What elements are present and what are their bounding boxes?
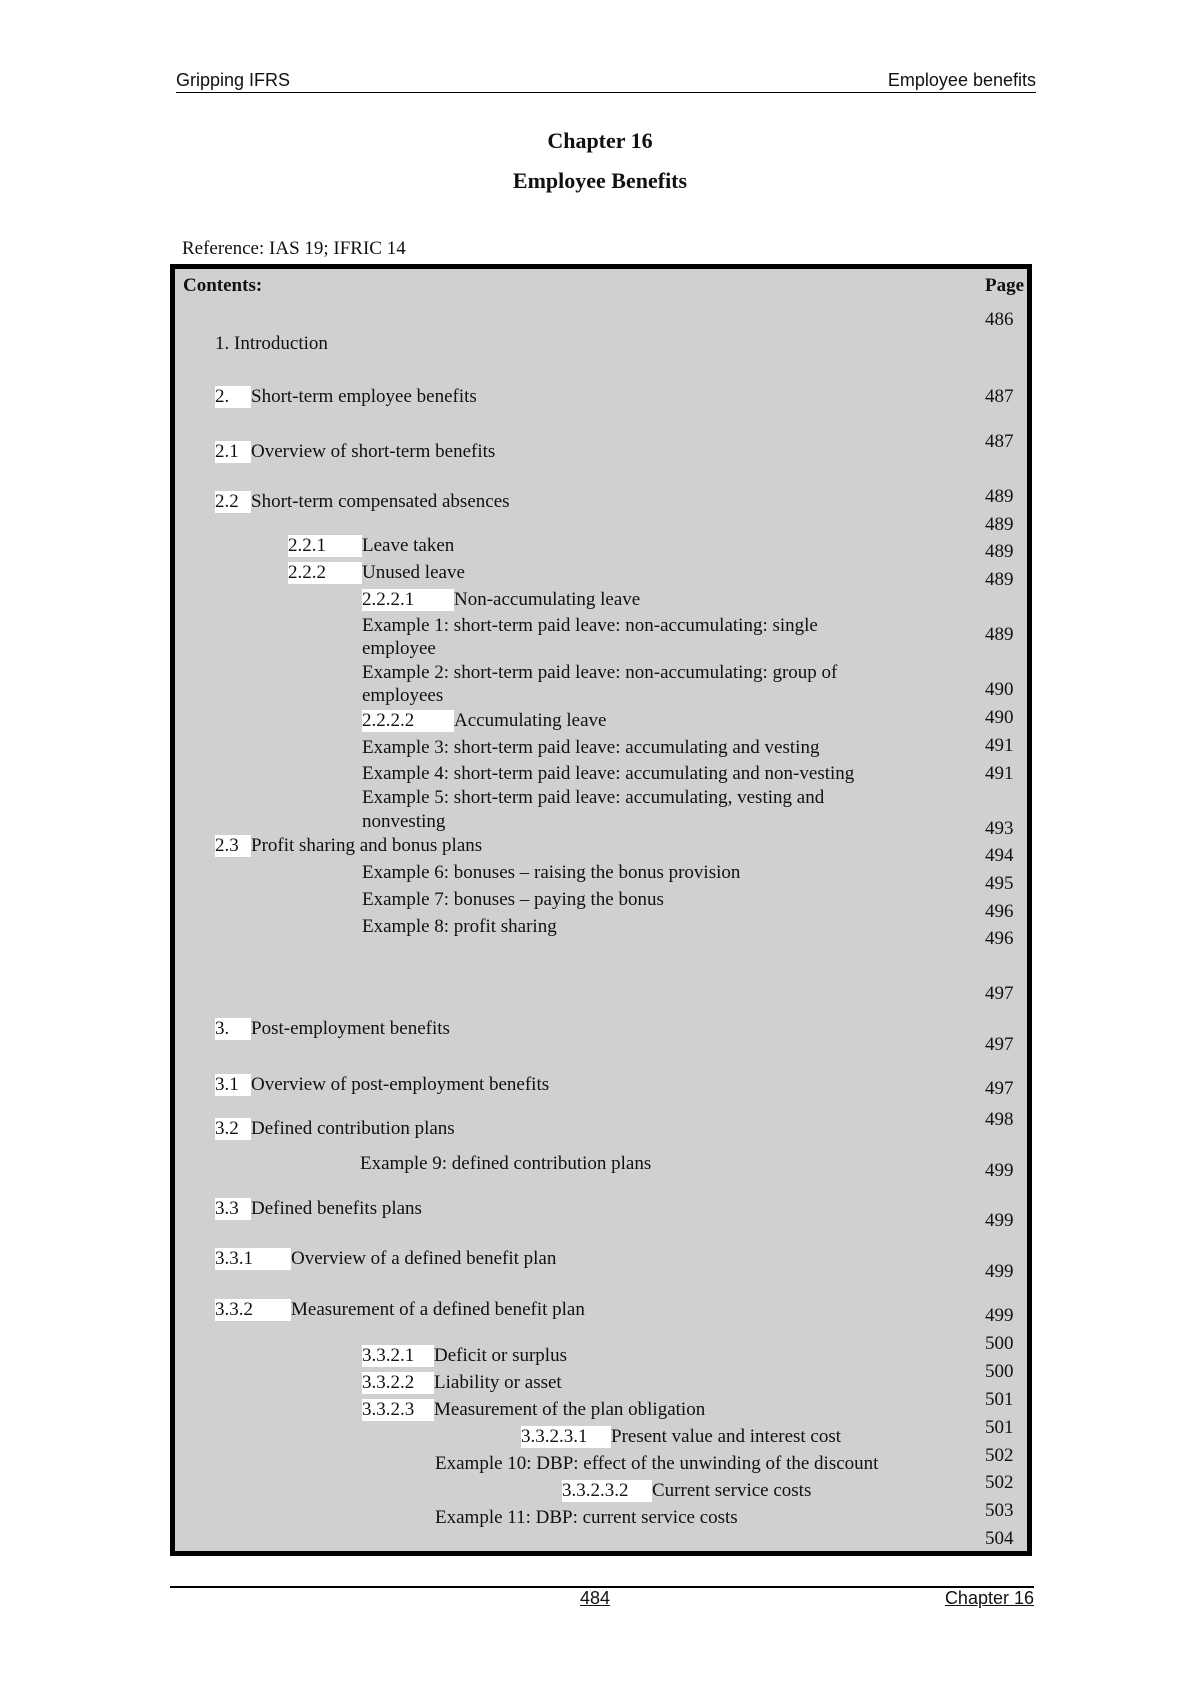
entry-number: 3.1 bbox=[215, 1074, 251, 1096]
entry-number: 3.3.2.2 bbox=[362, 1372, 434, 1394]
toc-entry bbox=[215, 1198, 422, 1220]
page-number: 497 bbox=[985, 1078, 1014, 1099]
toc-entry: employees bbox=[362, 685, 444, 706]
toc-entry bbox=[215, 491, 510, 513]
reference-line: Reference: IAS 19; IFRIC 14 bbox=[182, 238, 406, 259]
page-number: 500 bbox=[985, 1361, 1014, 1382]
entry-title: Leave taken bbox=[362, 535, 455, 556]
page-number: 500 bbox=[985, 1333, 1014, 1354]
toc-entry: Example 11: DBP: current service costs bbox=[435, 1507, 738, 1528]
page-number: 499 bbox=[985, 1305, 1014, 1326]
entry-number: 3.3.1 bbox=[215, 1248, 291, 1270]
toc-entry: Example 1: short-term paid leave: non-accumulating: single bbox=[362, 615, 818, 636]
chapter-number: Chapter 16 bbox=[547, 128, 653, 153]
page-number: 498 bbox=[985, 1109, 1014, 1130]
page-number: 502 bbox=[985, 1445, 1014, 1466]
toc-entry bbox=[521, 1426, 841, 1448]
toc-entry bbox=[362, 710, 606, 732]
page-number: 501 bbox=[985, 1417, 1014, 1438]
entry-title: Unused leave bbox=[362, 562, 465, 583]
header-book-title: Gripping IFRS bbox=[176, 70, 291, 90]
entry-title: Post-employment benefits bbox=[251, 1018, 450, 1039]
entry-number: 2.3 bbox=[215, 835, 251, 857]
page-number: 491 bbox=[985, 763, 1014, 784]
toc-entry: Example 6: bonuses – raising the bonus provision bbox=[362, 862, 741, 883]
toc-entry bbox=[215, 1299, 585, 1321]
page-number: 495 bbox=[985, 873, 1014, 894]
toc-entry: nonvesting bbox=[362, 811, 446, 832]
entry-title: Defined benefits plans bbox=[251, 1198, 422, 1219]
entry-number: 3.3.2.1 bbox=[362, 1345, 434, 1367]
toc-entry: Example 8: profit sharing bbox=[362, 916, 557, 937]
entry-number: 2.2.2 bbox=[288, 562, 362, 584]
footer-chapter: Chapter 16 bbox=[944, 1588, 1034, 1608]
toc-entry: 1. Introduction bbox=[215, 333, 328, 354]
contents-label: Contents: bbox=[183, 275, 263, 296]
entry-title: Current service costs bbox=[652, 1480, 812, 1501]
entry-title: Short-term employee benefits bbox=[251, 386, 477, 407]
entry-title: Non-accumulating leave bbox=[454, 589, 641, 610]
toc-entry bbox=[362, 1372, 562, 1394]
toc-entry: Example 10: DBP: effect of the unwinding of the discount bbox=[435, 1453, 879, 1474]
entry-title: Accumulating leave bbox=[454, 710, 607, 731]
entry-number: 3.3.2.3.2 bbox=[562, 1480, 652, 1502]
page-number: 490 bbox=[985, 707, 1014, 728]
entry-number: 2.1 bbox=[215, 441, 251, 463]
contents-table bbox=[170, 264, 1032, 1556]
entry-number: 3.3.2 bbox=[215, 1299, 291, 1321]
page-number: 490 bbox=[985, 679, 1014, 700]
toc-entry bbox=[362, 589, 640, 611]
entry-number: 2.2 bbox=[215, 491, 251, 513]
page-number: 501 bbox=[985, 1389, 1014, 1410]
toc-entry bbox=[215, 1018, 450, 1040]
entry-number: 3.2 bbox=[215, 1118, 251, 1140]
toc-entry bbox=[215, 1118, 455, 1140]
page-number: 486 bbox=[985, 309, 1014, 330]
entry-number: 3. bbox=[215, 1018, 251, 1040]
running-header bbox=[176, 70, 1036, 93]
page-number: 493 bbox=[985, 818, 1014, 839]
page-number: 489 bbox=[985, 624, 1014, 645]
toc-entry: Example 5: short-term paid leave: accumulating, vesting and bbox=[362, 787, 825, 808]
page-number: 489 bbox=[985, 569, 1014, 590]
page-number: 499 bbox=[985, 1160, 1014, 1181]
page-column-label: Page bbox=[985, 275, 1025, 296]
entry-title: Liability or asset bbox=[434, 1372, 562, 1393]
page-number: 503 bbox=[985, 1500, 1014, 1521]
entry-title: Profit sharing and bonus plans bbox=[251, 835, 483, 856]
entry-title: Short-term compensated absences bbox=[251, 491, 510, 512]
page-number: 496 bbox=[985, 928, 1014, 949]
chapter-title: Employee Benefits bbox=[512, 168, 688, 193]
page-number: 494 bbox=[985, 845, 1014, 866]
page-number: 497 bbox=[985, 1034, 1014, 1055]
toc-entry: Example 3: short-term paid leave: accumulating and vesting bbox=[362, 737, 820, 758]
page-number: 487 bbox=[985, 431, 1014, 452]
toc-entry bbox=[215, 386, 477, 408]
toc-entry bbox=[288, 535, 454, 557]
entry-number: 2.2.2.2 bbox=[362, 710, 454, 732]
entry-title: Measurement of a defined benefit plan bbox=[291, 1299, 585, 1320]
entry-number: 2.2.2.1 bbox=[362, 589, 454, 611]
entry-number: 2. bbox=[215, 386, 251, 408]
entry-title: Overview of post-employment benefits bbox=[251, 1074, 550, 1095]
entry-title: Defined contribution plans bbox=[251, 1118, 455, 1139]
entry-title: Deficit or surplus bbox=[434, 1345, 567, 1366]
toc-entry bbox=[288, 562, 465, 584]
entry-number: 3.3 bbox=[215, 1198, 251, 1220]
page-number: 489 bbox=[985, 514, 1014, 535]
header-section-title: Employee benefits bbox=[887, 70, 1036, 90]
toc-entry: employee bbox=[362, 638, 436, 659]
toc-entry: Example 7: bonuses – paying the bonus bbox=[362, 889, 664, 910]
toc-entry bbox=[215, 1074, 549, 1096]
page-number: 489 bbox=[985, 541, 1014, 562]
toc-entry bbox=[215, 835, 482, 857]
footer-page-number: 484 bbox=[580, 1588, 611, 1608]
page-number: 489 bbox=[985, 486, 1014, 507]
entry-title: Overview of short-term benefits bbox=[251, 441, 496, 462]
page-number: 502 bbox=[985, 1472, 1014, 1493]
toc-entry: Example 9: defined contribution plans bbox=[360, 1153, 652, 1174]
page-number: 497 bbox=[985, 983, 1014, 1004]
entry-number: 3.3.2.3.1 bbox=[521, 1426, 611, 1448]
running-footer bbox=[170, 1586, 1034, 1612]
entry-title: Measurement of the plan obligation bbox=[434, 1399, 706, 1420]
toc-entry bbox=[562, 1480, 811, 1502]
entry-number: 2.2.1 bbox=[288, 535, 362, 557]
page-number: 499 bbox=[985, 1210, 1014, 1231]
page-number: 496 bbox=[985, 901, 1014, 922]
page-number: 499 bbox=[985, 1261, 1014, 1282]
toc-entry bbox=[362, 1345, 567, 1367]
entry-number: 3.3.2.3 bbox=[362, 1399, 434, 1421]
page-number: 504 bbox=[985, 1528, 1014, 1549]
toc-entry bbox=[215, 441, 495, 463]
toc-entry: Example 4: short-term paid leave: accumulating and non-vesting bbox=[362, 763, 855, 784]
page-number: 491 bbox=[985, 735, 1014, 756]
toc-entry bbox=[362, 1399, 705, 1421]
toc-entry: Example 2: short-term paid leave: non-accumulating: group of bbox=[362, 662, 838, 683]
page-number: 487 bbox=[985, 386, 1014, 407]
toc-entry bbox=[215, 1248, 556, 1270]
entry-title: Overview of a defined benefit plan bbox=[291, 1248, 557, 1269]
entry-title: Present value and interest cost bbox=[611, 1426, 842, 1447]
